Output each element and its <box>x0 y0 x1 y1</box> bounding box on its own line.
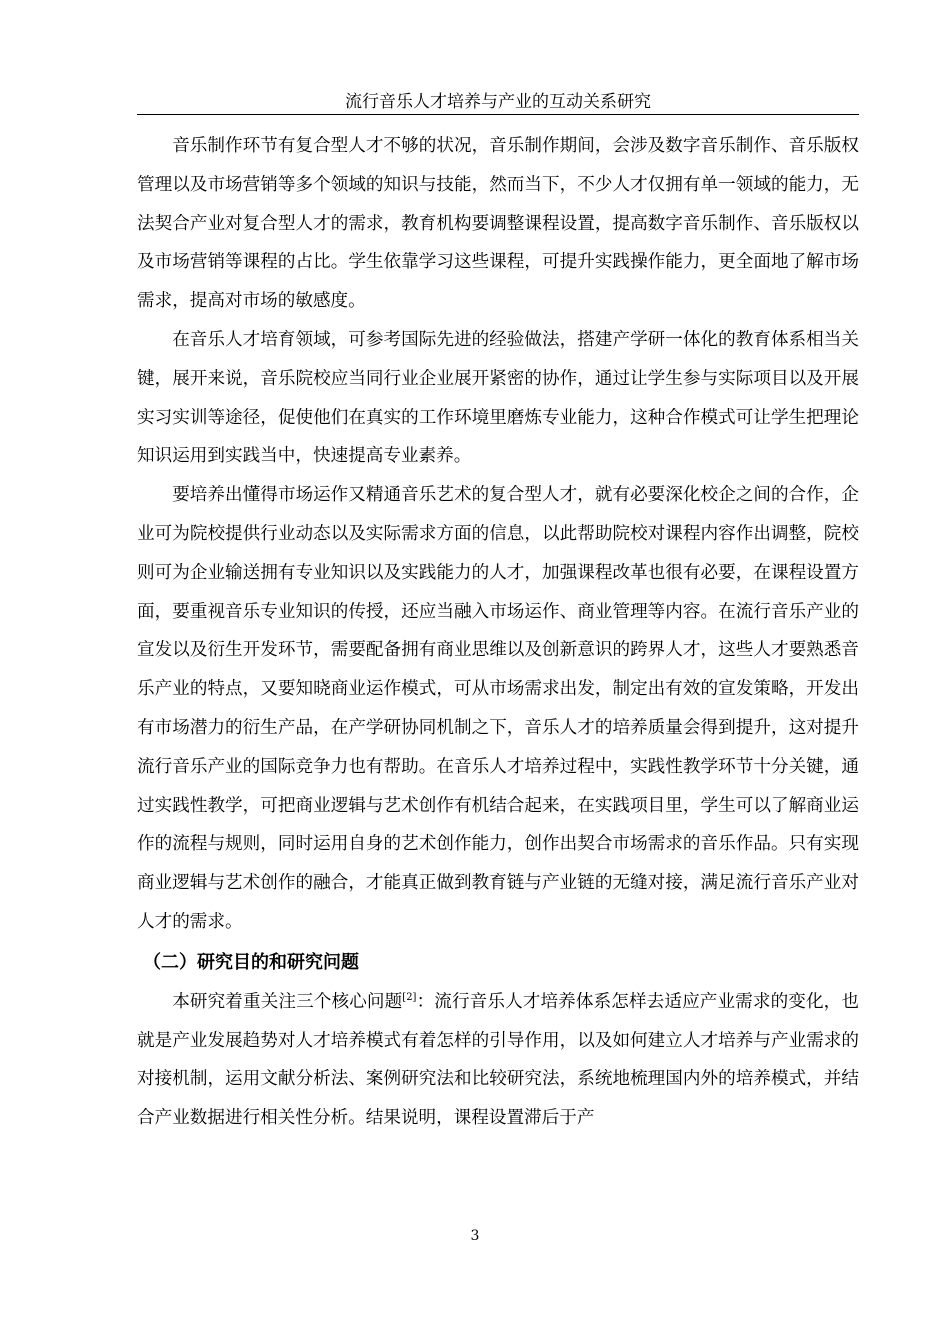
paragraph-research-questions <box>137 983 859 1138</box>
research-text-start: 本研究着重关注三个核心问题 <box>172 991 403 1012</box>
paragraph-composite-talent: 音乐制作环节有复合型人才不够的状况，音乐制作期间，会涉及数字音乐制作、音乐版权管理以及市场营销等多个领域的知识与技能，然而当下，不少人才仅拥有单一领域的能力，无法契合产业对复合型人才的需求，教育机构要调整课程设置，提高数字音乐制作、音乐版权以及市场营销等课程的占比。学生依靠学习这些课程，可提升实践操作能力，更全面地了解市场需求，提高对市场的敏感度。 <box>137 136 859 312</box>
research-text-continued: ：流行音乐人才培养体系怎样去适应产业需求的变化，也就是产业发展趋势对人才培养模式有着怎样的引导作用，以及如何建立人才培养与产业需求的对接机制，运用文献分析法、案例研究法和比较研究法，系统地梳理国内外的培养模式，并结合产业数据进行相关性分析。结果说明，课程设置滞后于产 <box>137 991 859 1129</box>
body-text <box>137 127 859 1138</box>
paragraph-international-experience: 在音乐人才培育领域，可参考国际先进的经验做法，搭建产学研一体化的教育体系相当关键，展开来说，音乐院校应当同行业企业展开紧密的协作，通过让学生参与实际项目以及开展实习实训等途径，促使他们在真实的工作环境里磨炼专业能力，这种合作模式可让学生把理论知识运用到实践当中，快速提高专业素养。 <box>137 329 859 467</box>
page-number: 3 <box>470 1228 480 1244</box>
running-header: 流行音乐人才培养与产业的互动关系研究 <box>137 90 859 115</box>
citation-reference[interactable]: [2] <box>402 991 417 1003</box>
section-heading: （二）研究目的和研究问题 <box>143 951 359 973</box>
paragraph-school-enterprise-cooperation: 要培养出懂得市场运作又精通音乐艺术的复合型人才，就有必要深化校企之间的合作，企业可为院校提供行业动态以及实际需求方面的信息，以此帮助院校对课程内容作出调整，院校则可为企业输送拥有专业知识以及实践能力的人才，加强课程改革也很有必要，在课程设置方面，要重视音乐专业知识的传授，还应当融入市场运作、商业管理等内容。在流行音乐产业的宣发以及衍生开发环节，需要配备拥有商业思维以及创新意识的跨界人才，这些人才要熟悉音乐产业的特点，又要知晓商业运作模式，可从市场需求出发，制定出有效的宣发策略，开发出有市场潜力的衍生产品，在产学研协同机制之下，音乐人才的培养质量会得到提升，这对提升流行音乐产业的国际竞争力也有帮助。在音乐人才培养过程中，实践性教学环节十分关键，通过实践性教学，可把商业逻辑与艺术创作有机结合起来，在实践项目里，学生可以了解商业运作的流程与规则，同时运用自身的艺术创作能力，创作出契合市场需求的音乐作品。只有实现商业逻辑与艺术创作的融合，才能真正做到教育链与产业链的无缝对接，满足流行音乐产业对人才的需求。 <box>137 485 859 932</box>
